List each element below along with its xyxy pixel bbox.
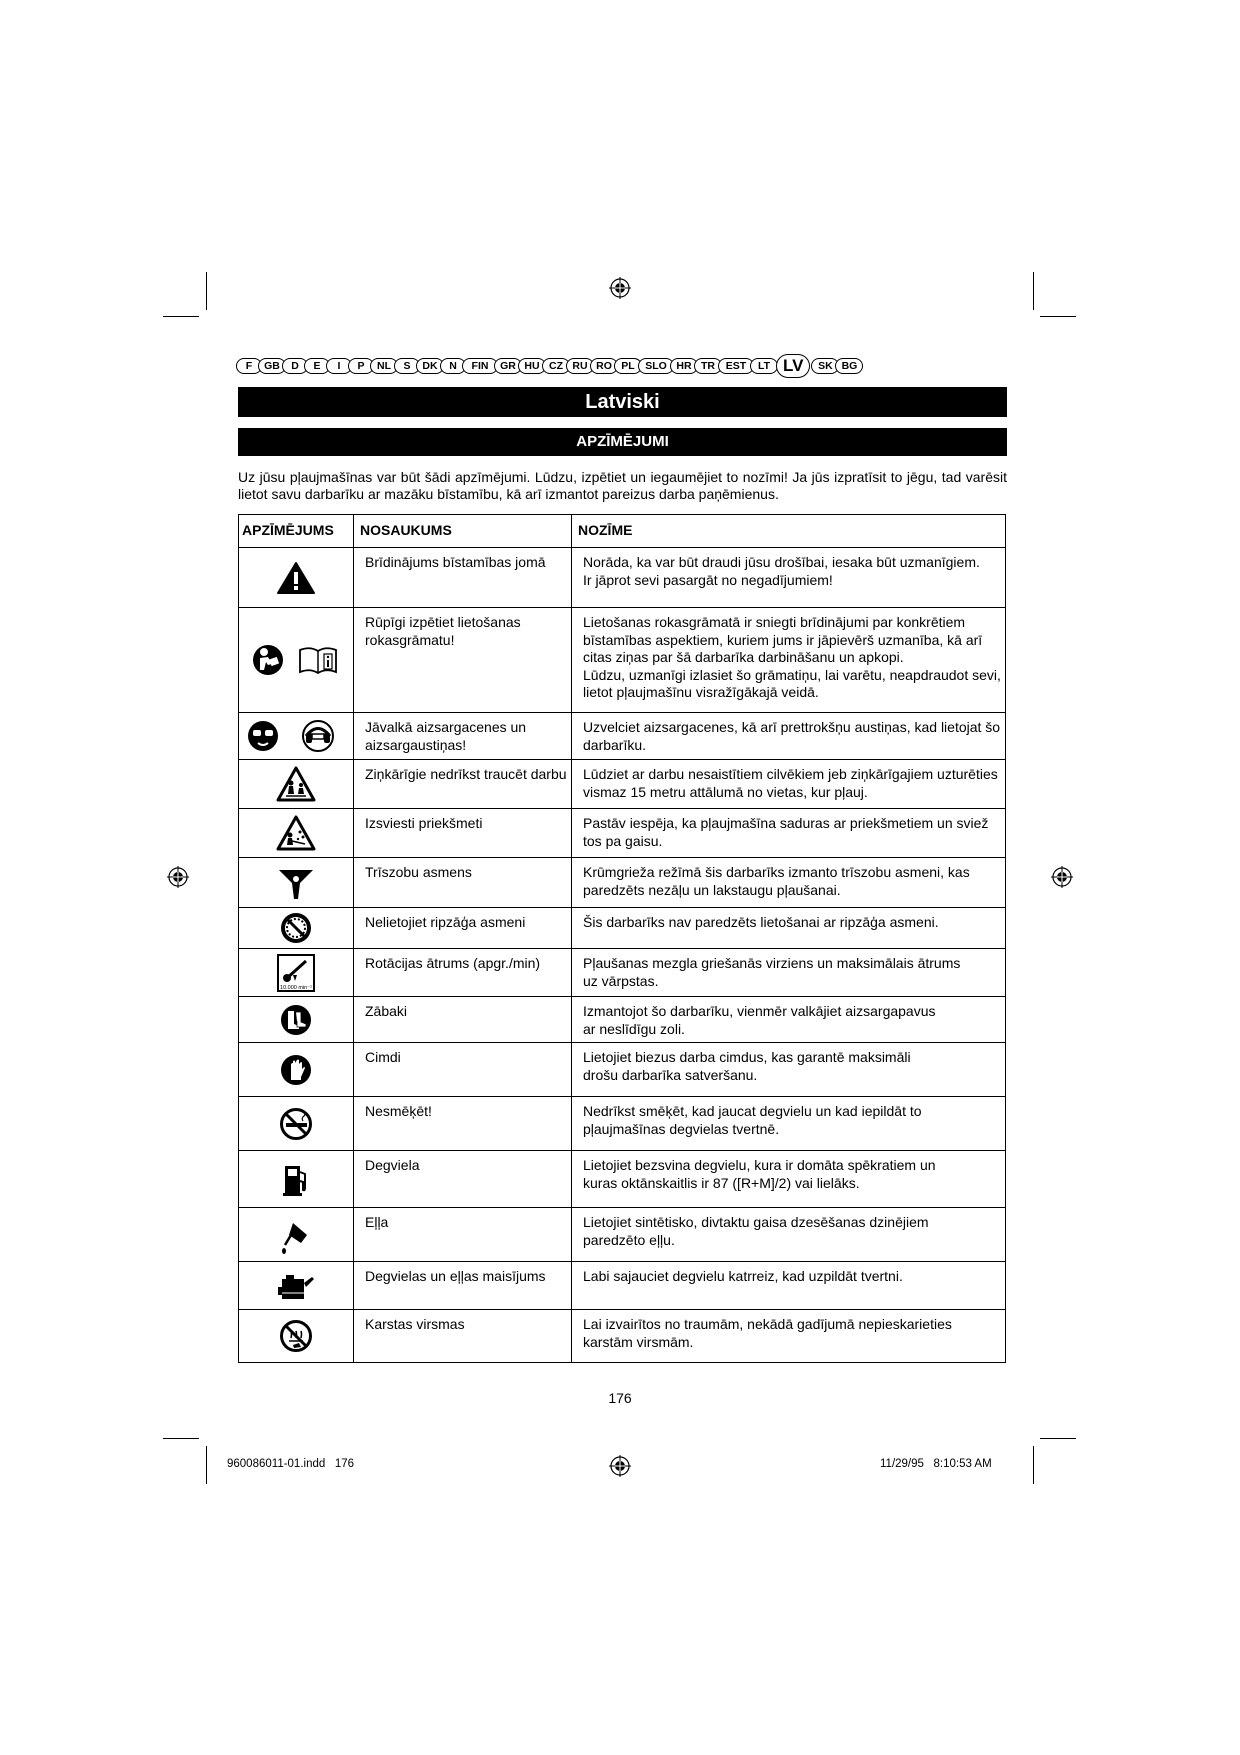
table-row bbox=[239, 1208, 1006, 1262]
crop-mark bbox=[1033, 272, 1034, 310]
goggles-earmuffs-icon bbox=[246, 719, 346, 753]
symbol-name: Cimdi bbox=[354, 1043, 572, 1097]
registration-mark-icon bbox=[609, 277, 631, 299]
crop-mark bbox=[163, 316, 199, 317]
svg-text:10.000 min⁻¹: 10.000 min⁻¹ bbox=[280, 984, 312, 991]
symbol-cell bbox=[239, 608, 354, 713]
language-tab-f: F bbox=[236, 358, 262, 374]
table-row bbox=[239, 1043, 1006, 1097]
language-tab-dk: DK bbox=[416, 358, 444, 374]
language-tab-lt: LT bbox=[750, 358, 778, 374]
symbol-meaning: Pastāv iespēja, ka pļaujmašīna saduras ar priekšmetiem un sviež tos pa gaisu. bbox=[572, 809, 1006, 858]
language-tab-s: S bbox=[394, 358, 420, 374]
page-number: 176 bbox=[608, 1390, 632, 1406]
page-title: Latviski bbox=[238, 387, 1007, 417]
oil-can-icon bbox=[279, 1215, 313, 1255]
symbol-meaning: Uzvelciet aizsargacenes, kā arī prettrokšņu austiņas, kad lietojat šo darbarīku. bbox=[572, 713, 1006, 760]
footer-file-info: 960086011-01.indd 176 bbox=[227, 1458, 355, 1470]
table-header-row bbox=[239, 515, 1006, 548]
intro-paragraph: Uz jūsu pļaujmašīnas var būt šādi apzīmējumi. Lūdzu, izpētiet un iegaumējiet to nozīmi! Ja jūs izpratīsit to jēgu, tad varēsit lietot savu darbarīku ar mazāku bīstamību, kā arī izmantot pareizus darba paņēmienus. bbox=[238, 469, 1007, 502]
crop-mark bbox=[1040, 316, 1076, 317]
language-tabs bbox=[236, 355, 1006, 377]
table-row bbox=[239, 908, 1006, 949]
language-tab-tr: TR bbox=[694, 358, 722, 374]
symbol-name: Nesmēķēt! bbox=[354, 1097, 572, 1151]
language-tab-n: N bbox=[440, 358, 466, 374]
language-tab-i: I bbox=[326, 358, 352, 374]
symbols-table bbox=[238, 514, 1006, 1363]
symbol-meaning: Pļaušanas mezgla griešanās virziens un maksimālais ātrums uz vārpstas. bbox=[572, 949, 1006, 997]
symbol-cell bbox=[239, 1262, 354, 1310]
keep-bystanders-away-icon bbox=[276, 766, 316, 802]
symbol-meaning: Labi sajauciet degvielu katrreiz, kad uzpildāt tvertni. bbox=[572, 1262, 1006, 1310]
table-row bbox=[239, 548, 1006, 608]
table-row bbox=[239, 858, 1006, 908]
language-tab-d: D bbox=[282, 358, 308, 374]
symbol-cell bbox=[239, 1208, 354, 1262]
symbol-meaning: Lietojiet biezus darba cimdus, kas garantē maksimāli drošu darbarīka satveršanu. bbox=[572, 1043, 1006, 1097]
registration-mark-icon bbox=[1051, 866, 1073, 888]
symbol-meaning: Krūmgrieža režīmā šis darbarīks izmanto trīszobu asmeni, kas paredzēts nezāļu un lakstaugu pļaušanai. bbox=[572, 858, 1006, 908]
symbol-cell bbox=[239, 949, 354, 997]
registration-mark-icon bbox=[167, 866, 189, 888]
table-row bbox=[239, 760, 1006, 809]
symbol-cell bbox=[239, 858, 354, 908]
symbol-meaning: Lietošanas rokasgrāmatā ir sniegti brīdinājumi par konkrētiem bīstamības aspektiem, kuriem jums ir jāpievērš uzmanība, kā arī citas ziņas par šā darbarīka darbināšanu un apkopi. Lūdzu, uzmanīgi izlasiet šo grāmatiņu, lai varētu, neapdraudot sevi, lietot pļaujmašīnu visražīgākajā veidā. bbox=[572, 608, 1006, 713]
language-tab-cz: CZ bbox=[542, 358, 570, 374]
no-smoking-icon bbox=[279, 1107, 313, 1141]
symbol-cell bbox=[239, 760, 354, 809]
language-tab-p: P bbox=[348, 358, 374, 374]
no-saw-blade-icon bbox=[279, 911, 313, 945]
symbol-name: Rotācijas ātrums (apgr./min) bbox=[354, 949, 572, 997]
language-tab-lv: LV bbox=[776, 354, 810, 378]
language-tab-est: EST bbox=[718, 358, 754, 374]
crop-mark bbox=[1040, 1438, 1076, 1439]
column-header-meaning: NOZĪME bbox=[572, 515, 1006, 548]
symbol-meaning: Nedrīkst smēķēt, kad jaucat degvielu un kad iepildāt to pļaujmašīnas degvielas tvertnē. bbox=[572, 1097, 1006, 1151]
language-tab-hr: HR bbox=[670, 358, 698, 374]
crop-mark bbox=[206, 272, 207, 310]
language-tab-pl: PL bbox=[614, 358, 642, 374]
symbol-cell bbox=[239, 1151, 354, 1208]
symbol-cell bbox=[239, 908, 354, 949]
language-tab-sk: SK bbox=[811, 358, 839, 374]
table-row bbox=[239, 608, 1006, 713]
symbol-name: Zābaki bbox=[354, 997, 572, 1043]
language-tab-gr: GR bbox=[494, 358, 522, 374]
symbol-name: Eļļa bbox=[354, 1208, 572, 1262]
symbol-name: Nelietojiet ripzāģa asmeni bbox=[354, 908, 572, 949]
crop-mark bbox=[206, 1446, 207, 1484]
symbol-cell bbox=[239, 1310, 354, 1363]
language-tab-e: E bbox=[304, 358, 330, 374]
table-row bbox=[239, 1310, 1006, 1363]
symbol-meaning: Šis darbarīks nav paredzēts lietošanai ar ripzāģa asmeni. bbox=[572, 908, 1006, 949]
table-row bbox=[239, 997, 1006, 1043]
symbol-meaning: Lai izvairītos no traumām, nekādā gadījumā nepieskarieties karstām virsmām. bbox=[572, 1310, 1006, 1363]
footer-timestamp: 11/29/95 8:10:53 AM bbox=[880, 1458, 992, 1470]
table-row bbox=[239, 1262, 1006, 1310]
language-tab-gb: GB bbox=[258, 358, 286, 374]
section-title: APZĪMĒJUMI bbox=[238, 428, 1007, 456]
symbol-name: Degvielas un eļļas maisījums bbox=[354, 1262, 572, 1310]
symbol-name: Rūpīgi izpētiet lietošanas rokasgrāmatu! bbox=[354, 608, 572, 713]
symbol-meaning: Izmantojot šo darbarīku, vienmēr valkājiet aizsargapavus ar neslīdīgu zoli. bbox=[572, 997, 1006, 1043]
three-tooth-blade-icon bbox=[276, 865, 316, 901]
boots-icon bbox=[279, 1003, 313, 1037]
gloves-icon bbox=[279, 1053, 313, 1087]
symbol-name: Izsviesti priekšmeti bbox=[354, 809, 572, 858]
language-tab-bg: BG bbox=[835, 358, 863, 374]
language-tab-hu: HU bbox=[518, 358, 546, 374]
language-tab-fin: FIN bbox=[462, 358, 498, 374]
symbol-name: Trīszobu asmens bbox=[354, 858, 572, 908]
registration-mark-icon bbox=[609, 1455, 631, 1477]
symbol-name: Brīdinājums bīstamības jomā bbox=[354, 548, 572, 608]
symbol-cell bbox=[239, 1043, 354, 1097]
symbol-meaning: Norāda, ka var būt draudi jūsu drošībai, iesaka būt uzmanīgiem. Ir jāprot sevi pasargāt no negadījumiem! bbox=[572, 548, 1006, 608]
symbol-cell bbox=[239, 809, 354, 858]
table-row bbox=[239, 1151, 1006, 1208]
language-tab-ro: RO bbox=[590, 358, 618, 374]
symbol-cell bbox=[239, 1097, 354, 1151]
symbol-meaning: Lūdziet ar darbu nesaistītiem cilvēkiem jeb ziņkārīgajiem uzturēties vismaz 15 metru attālumā no vietas, kur pļauj. bbox=[572, 760, 1006, 809]
column-header-name: NOSAUKUMS bbox=[354, 515, 572, 548]
symbol-cell bbox=[239, 713, 354, 760]
symbol-name: Karstas virsmas bbox=[354, 1310, 572, 1363]
crop-mark bbox=[163, 1438, 199, 1439]
crop-mark bbox=[1033, 1446, 1034, 1484]
read-manual-icon bbox=[248, 640, 344, 680]
table-row bbox=[239, 809, 1006, 858]
warning-triangle-icon bbox=[276, 561, 316, 595]
table-row bbox=[239, 1097, 1006, 1151]
symbol-meaning: Lietojiet bezsvina degvielu, kura ir domāta spēkratiem un kuras oktānskaitlis ir 87 ([R+M]/2) vai lielāks. bbox=[572, 1151, 1006, 1208]
language-tab-ru: RU bbox=[566, 358, 594, 374]
fuel-pump-icon bbox=[281, 1160, 311, 1198]
symbol-name: Jāvalkā aizsargacenes un aizsargaustiņas! bbox=[354, 713, 572, 760]
rotation-speed-icon bbox=[276, 953, 316, 993]
table-row bbox=[239, 713, 1006, 760]
thrown-objects-icon bbox=[276, 815, 316, 851]
symbol-meaning: Lietojiet sintētisko, divtaktu gaisa dzesēšanas dzinējiem paredzēto eļļu. bbox=[572, 1208, 1006, 1262]
language-tab-nl: NL bbox=[370, 358, 398, 374]
hot-surface-icon bbox=[279, 1319, 313, 1353]
symbol-cell bbox=[239, 548, 354, 608]
column-header-symbol: APZĪMĒJUMS bbox=[239, 515, 354, 548]
symbol-cell bbox=[239, 997, 354, 1043]
symbol-name: Ziņkārīgie nedrīkst traucēt darbu bbox=[354, 760, 572, 809]
fuel-oil-mixture-icon bbox=[274, 1269, 318, 1303]
symbol-name: Degviela bbox=[354, 1151, 572, 1208]
table-row bbox=[239, 949, 1006, 997]
language-tab-slo: SLO bbox=[638, 358, 674, 374]
